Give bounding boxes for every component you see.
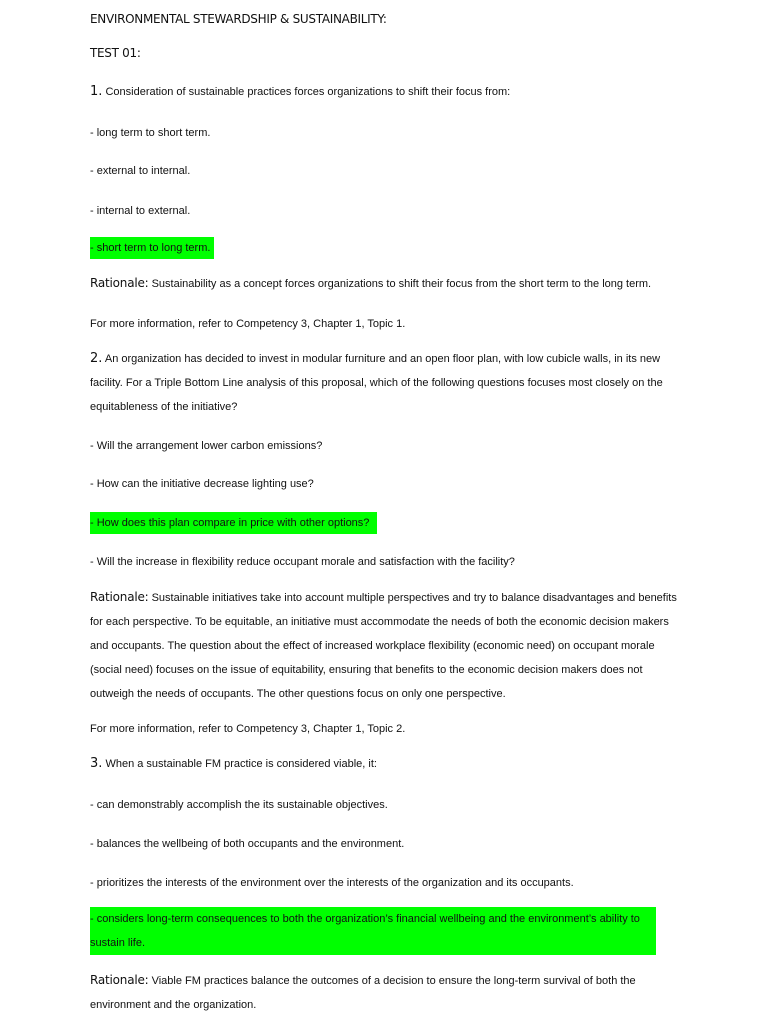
- q2-option-b: - How can the initiative decrease lighting use?: [90, 478, 314, 490]
- question-text: An organization has decided to invest in modular furniture and an open floor plan, with low cubicle walls, in its new facility. For a Triple Bottom Line analysis of this proposal, which of the following questions focuses most closely on the equitableness of the initiative?: [90, 353, 663, 413]
- question-text: Consideration of sustainable practices forces organizations to shift their focus from:: [105, 86, 511, 98]
- rationale-label: Rationale:: [90, 276, 149, 290]
- rationale-label: Rationale:: [90, 590, 149, 604]
- question-number: 1.: [90, 84, 103, 99]
- document-title: ENVIRONMENTAL STEWARDSHIP & SUSTAINABILITY:: [90, 12, 387, 26]
- q2-option-d: - Will the increase in flexibility reduce occupant morale and satisfaction with the facility?: [90, 556, 515, 568]
- rationale-label: Rationale:: [90, 973, 149, 987]
- question-3: [90, 757, 377, 771]
- question-number: 2.: [90, 351, 103, 366]
- question-2: [90, 347, 680, 419]
- q3-option-d-correct: - considers long-term consequences to both the organization’s financial wellbeing and the environment’s ability to sustain life.: [90, 907, 656, 955]
- q1-option-a: - long term to short term.: [90, 127, 211, 139]
- question-text: When a sustainable FM practice is considered viable, it:: [105, 758, 377, 770]
- rationale-text: Sustainability as a concept forces organizations to shift their focus from the short term to the long term.: [151, 278, 652, 290]
- q2-reference: For more information, refer to Competency 3, Chapter 1, Topic 2.: [90, 723, 406, 735]
- question-1: [90, 85, 510, 99]
- q3-rationale: [90, 968, 680, 1017]
- q1-rationale: [90, 276, 651, 291]
- q1-reference: For more information, refer to Competency 3, Chapter 1, Topic 1.: [90, 318, 406, 330]
- q2-option-c-correct: - How does this plan compare in price with other options?: [90, 512, 377, 534]
- q1-option-b: - external to internal.: [90, 165, 191, 177]
- q2-rationale: [90, 585, 680, 706]
- question-number: 3.: [90, 756, 103, 771]
- q3-option-c: - prioritizes the interests of the environment over the interests of the organization and its occupants.: [90, 877, 574, 889]
- rationale-text: Sustainable initiatives take into account multiple perspectives and try to balance disadvantages and benefits for each perspective. To be equitable, an initiative must accommodate the needs of both the economic decision makers and occupants. The question about the effect of increased workplace flexibility (economic need) on occupant morale (social need) focuses on the issue of equitability, ensuring that benefits to the economic decision makers does not outweigh the needs of occupants. The other questions focus on only one perspective.: [90, 592, 677, 700]
- q2-option-a: - Will the arrangement lower carbon emissions?: [90, 440, 323, 452]
- q3-option-a: - can demonstrably accomplish the its sustainable objectives.: [90, 799, 388, 811]
- q1-option-c: - internal to external.: [90, 205, 191, 217]
- q1-option-d-correct: - short term to long term.: [90, 237, 214, 259]
- rationale-text: Viable FM practices balance the outcomes of a decision to ensure the long-term survival of both the environment and the organization.: [90, 975, 636, 1011]
- q3-option-b: - balances the wellbeing of both occupants and the environment.: [90, 838, 405, 850]
- test-label: TEST 01:: [90, 46, 141, 60]
